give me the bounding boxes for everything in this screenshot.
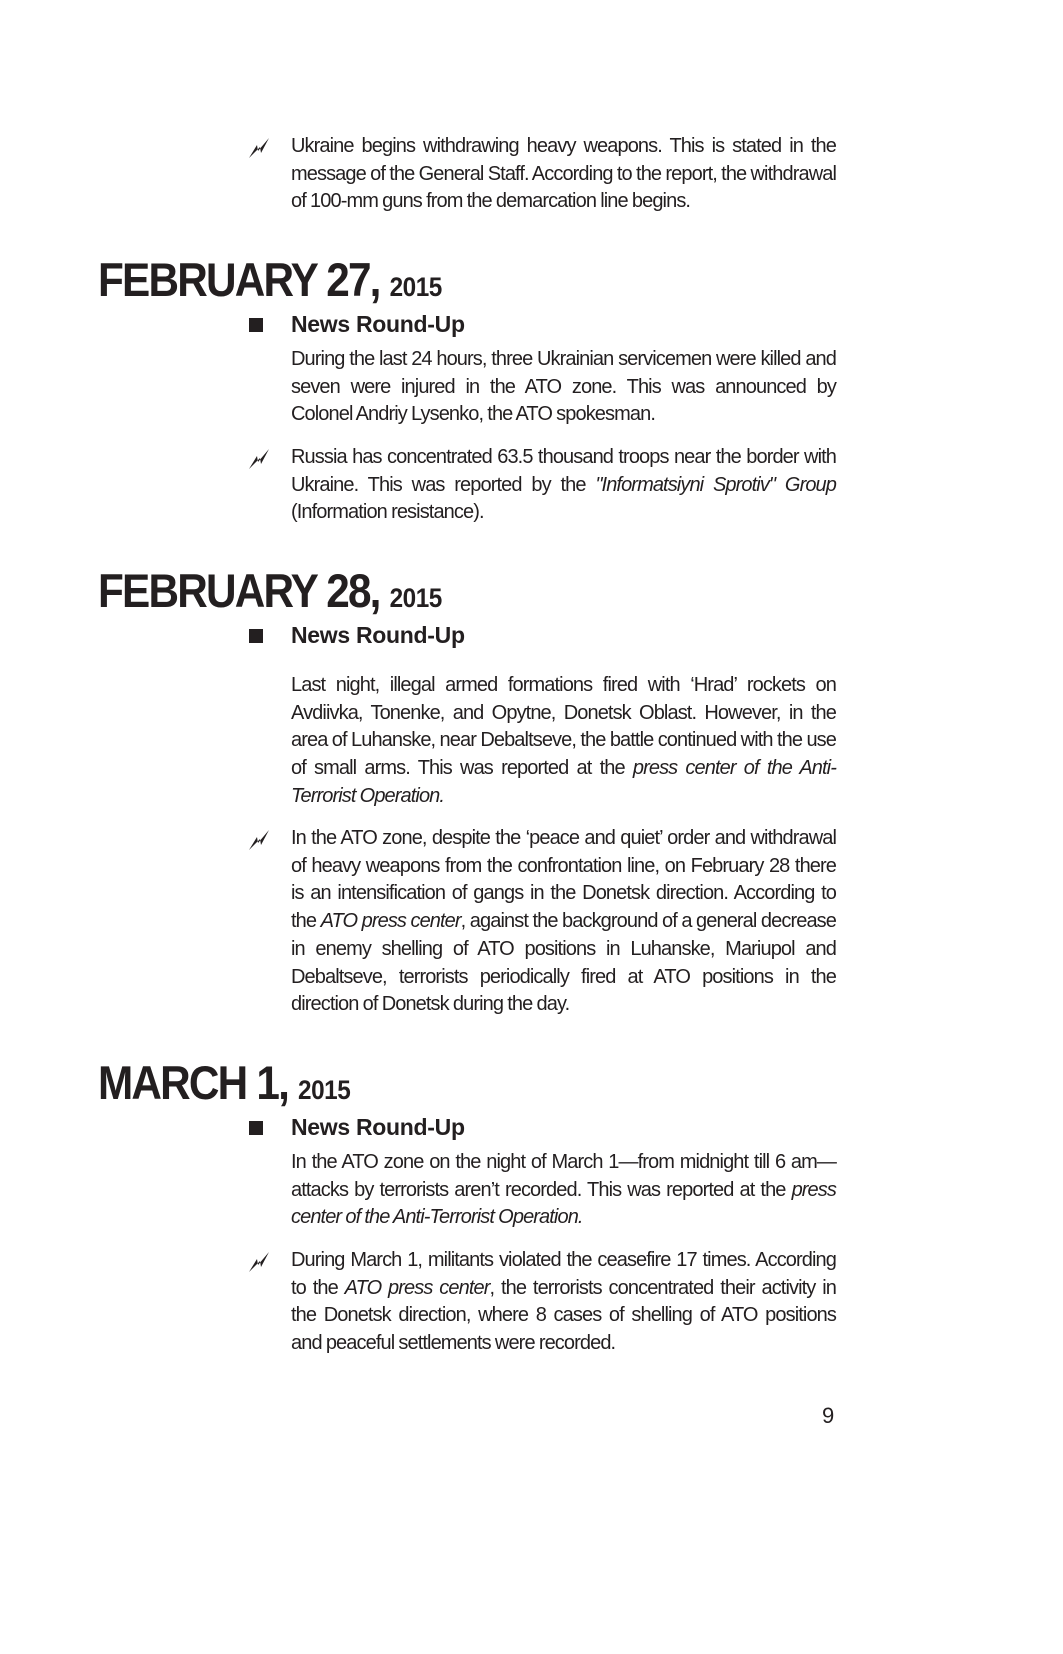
- lightning-icon: [247, 448, 271, 470]
- entry-text: During March 1, militants violated the ceasefire 17 times. According to the ATO press center, the terrorists concentrated their activity in the Donetsk direction, where 8 cases of shelling of ATO positions and peaceful settlements were recorded.: [291, 1249, 836, 1355]
- news-roundup-title: News Round-Up: [291, 311, 465, 337]
- square-bullet-icon: [249, 318, 263, 332]
- square-bullet-icon: [249, 1121, 263, 1135]
- date-heading: MARCH 1, 2015: [98, 1056, 351, 1109]
- date-heading: FEBRUARY 27, 2015: [98, 253, 442, 306]
- lightning-icon: [247, 137, 271, 159]
- lightning-icon: [247, 829, 271, 851]
- news-roundup-title: News Round-Up: [291, 622, 465, 648]
- lightning-icon: [247, 1251, 271, 1273]
- page-number: 9: [822, 1403, 835, 1428]
- roundup-text: In the ATO zone on the night of March 1—from midnight till 6 am—attacks by terrorists aren’t recorded. This was reported at the press center of the Anti-Terrorist Operation.: [291, 1151, 836, 1229]
- roundup-text: During the last 24 hours, three Ukrainian servicemen were killed and seven were injured in the ATO zone. This was announced by Colonel Andriy Lysenko, the ATO spokesman.: [291, 348, 836, 426]
- roundup-text: Last night, illegal armed formations fired with ‘Hrad’ rockets on Avdiivka, Tonenke, and Opytne, Donetsk Oblast. However, in the area of Luhanske, near Debaltseve, the battle continued with the use of small arms. This was reported at the press center of the Anti-Terrorist Operation.: [291, 674, 836, 807]
- entry-text: Ukraine begins withdrawing heavy weapons. This is stated in the message of the General Staff. According to the report, the withdrawal of 100-mm guns from the demarcation line begins.: [291, 135, 836, 213]
- entry-text: Russia has concentrated 63.5 thousand troops near the border with Ukraine. This was reported by the "Informatsiyni Sprotiv" Group (Information resistance).: [291, 446, 836, 524]
- entry-text: In the ATO zone, despite the ‘peace and quiet’ order and withdrawal of heavy weapons from the confrontation line, on February 28 there is an intensification of gangs in the Donetsk direction. According to the ATO press center, against the background of a general decrease in enemy shelling of ATO positions in Luhanske, Mariupol and Debaltseve, terrorists periodically fired at ATO positions in the direction of Donetsk during the day.: [291, 827, 836, 1016]
- news-roundup-title: News Round-Up: [291, 1114, 465, 1140]
- square-bullet-icon: [249, 629, 263, 643]
- date-heading: FEBRUARY 28, 2015: [98, 564, 442, 617]
